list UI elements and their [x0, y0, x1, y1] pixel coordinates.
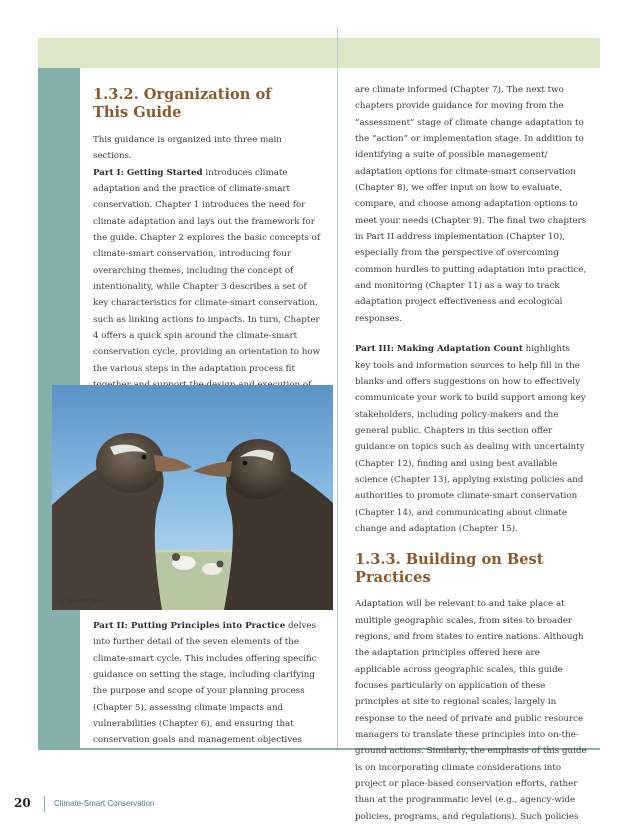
column-divider [337, 28, 338, 748]
albatross-illustration [52, 385, 333, 610]
part-3-text: highlights key tools and information sources to help fill in the blanks and offers suggestions on how to effectively communicate your work to build support among key stakeholders, including policy-makers and the general public. Chapters in this section offer guidance on topics such as dealing with uncertainty (Chapter 12), finding and using best available science (Chapter 13), applying existing policies and authorities to promote climate-smart conservation (Chapter 14), and communicating about climate change and adaptation (Chapter 15). [355, 344, 586, 534]
footer-title: Climate-Smart Conservation [54, 799, 155, 808]
section-title-1-3-2: 1.3.2. Organization of This Guide [93, 86, 272, 121]
part-1-label: Part I: Getting Started [93, 167, 203, 178]
part-1-text: introduces climate adaptation and the practice of climate-smart conservation. Chapter 1 introduces the need for climate adaptation and lays out the framework for the guide. Chapter 2 explores the basic concepts of climate-smart conservation, introducing four overarching themes, including the concept of intentionality, while Chapter 3 describes a set of key characteristics for climate-smart conservation, such as linking actions to impacts. In turn, Chapter 4 offers a quick spin around the climate-smart conservation cycle, providing an orientation to how the various steps in the adaptation process fit [93, 167, 321, 374]
part-2-paragraph [93, 618, 321, 749]
part-1-paragraph [93, 165, 321, 410]
albatross-photo [52, 385, 333, 610]
page-footer [0, 796, 638, 816]
part-2-label: Part II: Putting Principles into Practice [93, 621, 286, 631]
part-3-label: Part III: Making Adaptation Count [355, 344, 523, 355]
part-3-paragraph [355, 341, 587, 537]
section-title-1-3-3: 1.3.3. Building on Best Practices [355, 551, 544, 587]
left-column-bottom [93, 618, 321, 749]
left-column-top [93, 86, 321, 410]
section-intro: This guidance is organized into three main sections. [93, 135, 282, 162]
header-band [38, 38, 600, 68]
part-2-text: delves into further detail of the seven elements of the climate-smart cycle. This includes offering specific guidance on setting the stage, including clarifying the purpose and scope of your planning process (Chapter 5), assessing climate impacts and vulnerabilities (Chapter 6), and ensuring that conservation goals and management objectives [93, 621, 317, 746]
section-1-3-3-text: Adaptation will be relevant to and take place at multiple geographic scales, from sites to broader regions, and from states to entire nations. Although the adaptation principles offered here are applicable across geographic scales, this guide focuses particularly on application of these principles at site to regional scales, largely in response to the need of private and public resource managers to translate these principles into on-the-ground actions. Similarly, the emphasis of this guide is on incorporating climate considerations into project or place-based conservation efforts, rather than at the programmatic level (e.g., agency-wide policies, programs, and regulations). Such policies [355, 599, 587, 822]
part-2-continued: are climate informed (Chapter 7). The next two chapters provide guidance for moving from the “assessment” stage of climate change adaptation to the “action” or implementation stage. In addition to identifying a suite of possible management/ adaptation options for climate-smart conservation (Chapter 8), we offer input on how to evaluate, compare, and choose among adaptation options to meet your needs (Chapter 9). The final two chapters in Part II address implementation (Chapter 10), especially from the perspective of overcoming common hurdles to putting adaptation into practice, and monitoring (Chapter 11) as a way to track adaptation project effectiveness and ecological responses. [355, 85, 587, 324]
page-number: 20 [14, 796, 31, 810]
photo-credit: © Daniel W. Clark [60, 599, 104, 605]
right-column [355, 82, 587, 825]
footer-separator [44, 796, 45, 812]
